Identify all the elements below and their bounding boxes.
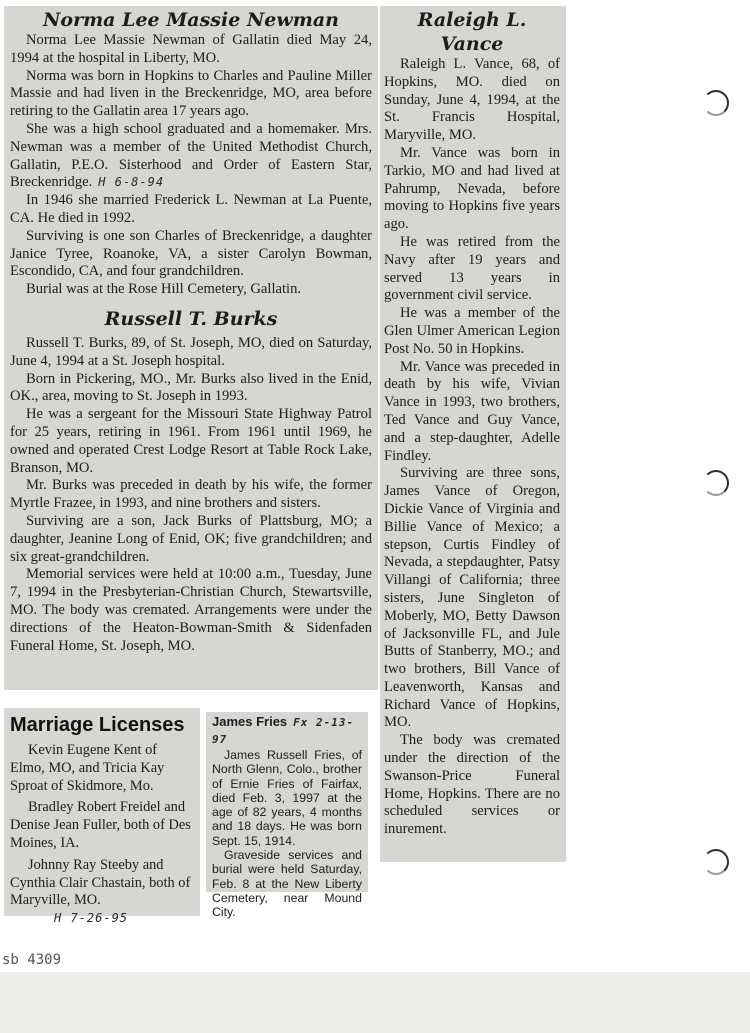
russell-paragraph: He was a sergeant for the Missouri State Highway Patrol for 25 years, retiring in 1961. From 1961 until 1969, he owned and operated Crest Lodge Resort at Table Rock Lake, Branson, MO. [10, 406, 372, 476]
norma-paragraph [10, 121, 372, 192]
fries-headline: James Fries [212, 714, 288, 729]
raleigh-paragraph: He was retired from the Navy after 19 years and served 13 years in government civil service. [384, 233, 560, 304]
marriage-entry: Johnny Ray Steeby and Cynthia Clair Chastain, both of Maryville, MO. [10, 856, 191, 909]
fries-paragraph: James Russell Fries, of North Glenn, Colo., brother of Ernie Fries of Fairfax, died Feb. 3, 1997 at the age of 82 years, 4 months and 18 days. He was born Sept. 15, 1914. [212, 748, 362, 848]
obituary-clipping-left [4, 6, 378, 690]
russell-paragraph: Born in Pickering, MO., Mr. Burks also lived in the Enid, OK., area, moving to St. Joseph in 1993. [10, 370, 372, 405]
binder-hole-icon [703, 849, 729, 875]
handwritten-date-note: Fx 2-13-97 [212, 716, 355, 746]
raleigh-paragraph: He was a member of the Glen Ulmer American Legion Post No. 50 in Hopkins. [384, 305, 560, 357]
raleigh-paragraph: The body was cremated under the direction of the Swanson-Price Funeral Home, Hopkins. There are no scheduled services or inurement. [384, 732, 560, 838]
handwritten-date-note: H 7-26-95 [54, 911, 129, 926]
norma-paragraph-text: She was a high school graduated and a homemaker. Mrs. Newman was a member of the United Methodist Church, Gallatin, P.E.O. Sisterhood and Order of Eastern Star, Breckenridge. [10, 120, 372, 191]
norma-paragraph: Surviving is one son Charles of Breckenridge, a daughter Janice Tyree, Roanoke, VA, a sister Carolyn Bowman, Escondido, CA, and four grandchildren. [10, 227, 372, 280]
russell-headline: Russell T. Burks [104, 307, 278, 330]
raleigh-paragraph: Mr. Vance was preceded in death by his wife, Vivian Vance in 1993, two brothers, Ted Vance and Guy Vance, and a step-daughter, Adelle Findley. [384, 358, 560, 464]
marriage-entry: Bradley Robert Freidel and Denise Jean Fuller, both of Des Moines, IA. [10, 799, 191, 851]
binder-hole-icon [703, 470, 729, 496]
page-reference-label: sb 4309 [2, 952, 62, 968]
russell-paragraph: Surviving are a son, Jack Burks of Plattsburg, MO; a daughter, Jeanine Long of Enid, OK; five grandchildren; and six great-grandchildren. [10, 512, 372, 565]
obituary-clipping-right [380, 6, 566, 862]
marriage-headline: Marriage Licenses [10, 714, 185, 736]
russell-paragraph: Memorial services were held at 10:00 a.m., Tuesday, June 7, 1994 in the Presbyterian-Christian Church, Stewartsville, MO. The body was cremated. Arrangements were under the directions of the Heaton-Bowman-Smith & Sidenfaden Funeral Home, St. Joseph, MO. [10, 566, 372, 654]
raleigh-paragraph: Surviving are three sons, James Vance of Oregon, Dickie Vance of Virginia and Billie Vance of Mexico; a stepson, Curtis Findley of Nevada, a stepdaughter, Patsy Villangi of California; three sisters, June Singleton of Moberly, MO, Betty Dawson of Jacksonville FL, and Jule Butts of Stanberry, MO.; and two brothers, Bill Vance of Leavenworth, Kansas and Richard Vance of Hopkins, MO. [384, 465, 560, 731]
norma-headline: Norma Lee Massie Newman [43, 9, 339, 31]
raleigh-headline: Raleigh L. Vance [417, 9, 527, 55]
fries-header [212, 714, 362, 748]
raleigh-paragraph: Raleigh L. Vance, 68, of Hopkins, MO. died on Sunday, June 4, 1994, at the St. Francis Hospital, Maryville, MO. [384, 56, 560, 144]
marriage-licenses-clipping [4, 708, 200, 926]
norma-paragraph: Norma Lee Massie Newman of Gallatin died May 24, 1994 at the hospital in Liberty, MO. [10, 32, 372, 66]
norma-paragraph: Norma was born in Hopkins to Charles and Pauline Miller Massie and had liven in the Breckenridge, MO, area before retiring to the Gallatin area 17 years ago. [10, 67, 372, 120]
scan-bottom-band [0, 972, 750, 1033]
handwritten-date-note: H 6-8-94 [98, 175, 165, 190]
russell-paragraph: Mr. Burks was preceded in death by his wife, the former Myrtle Frazee, in 1993, and nine brothers and sisters. [10, 477, 372, 512]
russell-paragraph: Russell T. Burks, 89, of St. Joseph, MO, died on Saturday, June 4, 1994 at a St. Joseph hospital. [10, 334, 372, 369]
marriage-entry: Kevin Eugene Kent of Elmo, MO, and Tricia Kay Sproat of Skidmore, Mo. [10, 742, 165, 794]
norma-paragraph: In 1946 she married Frederick L. Newman at La Puente, CA. He died in 1992. [10, 192, 372, 226]
binder-hole-icon [703, 90, 729, 116]
fries-paragraph: Graveside services and burial were held Saturday, Feb. 8 at the New Liberty Cemetery, near Mound City. [212, 848, 362, 920]
raleigh-paragraph: Mr. Vance was born in Tarkio, MO and had lived at Pahrump, Nevada, before moving to Hopkins five years ago. [384, 144, 560, 233]
norma-paragraph: Burial was at the Rose Hill Cemetery, Gallatin. [26, 281, 302, 298]
fries-obituary-clipping [206, 712, 368, 920]
